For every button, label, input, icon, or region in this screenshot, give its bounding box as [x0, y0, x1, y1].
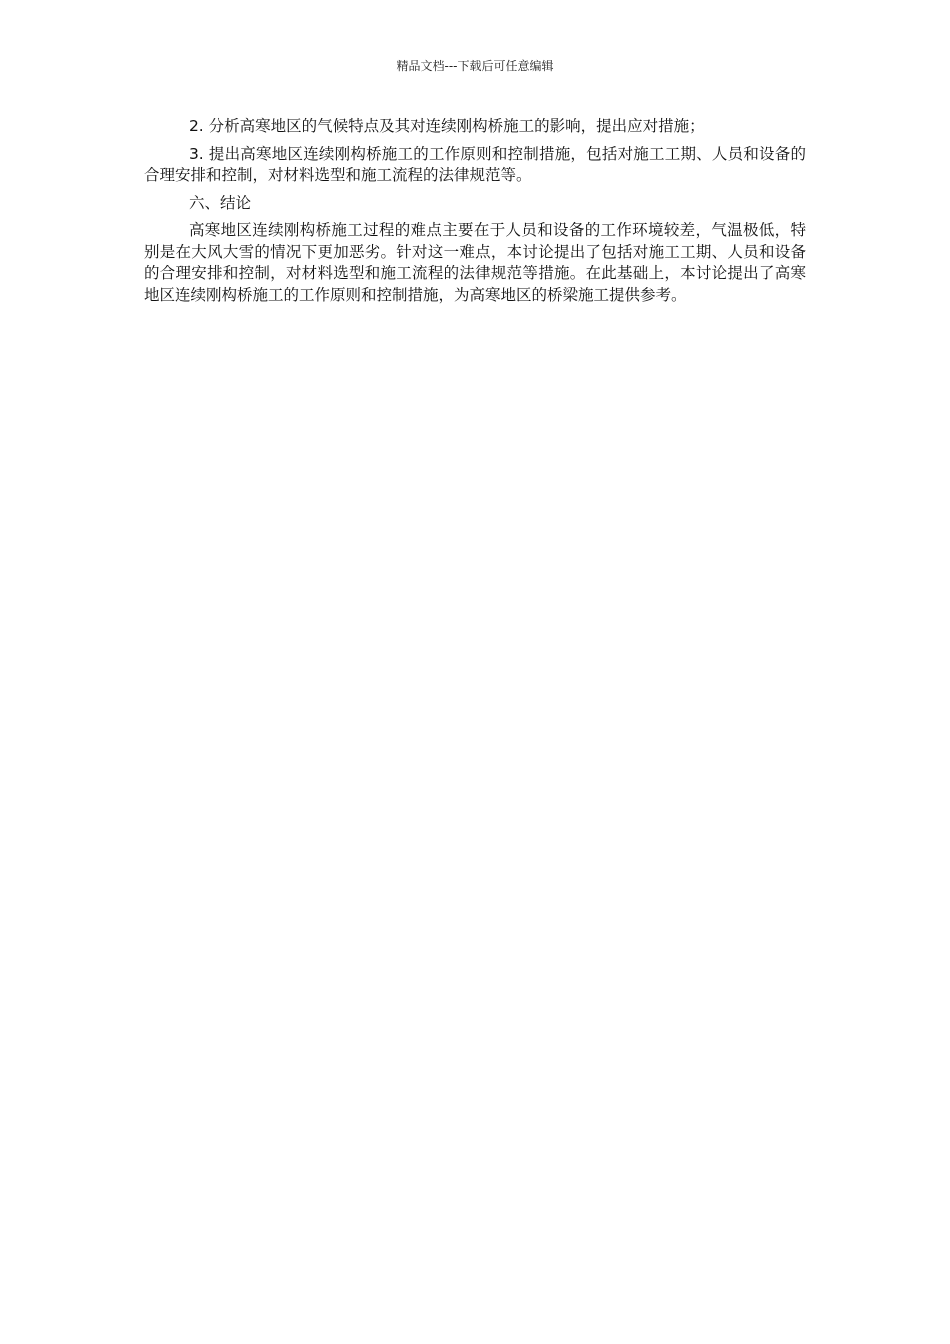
- document-body: [144, 116, 806, 312]
- paragraph-item-3: 3. 提出高寒地区连续刚构桥施工的工作原则和控制措施，包括对施工工期、人员和设备的合理安排和控制，对材料选型和施工流程的法律规范等。: [144, 144, 806, 184]
- paragraph-item-2: 2. 分析高寒地区的气候特点及其对连续刚构桥施工的影响，提出应对措施；: [188, 117, 705, 135]
- paragraph-conclusion: 高寒地区连续刚构桥施工过程的难点主要在于人员和设备的工作环境较差，气温极低，特别是在大风大雪的情况下更加恶劣。针对这一难点，本讨论提出了包括对施工工期、人员和设备的合理安排和控制，对材料选型和施工流程的法律规范等措施。在此基础上，本讨论提出了高寒地区连续刚构桥施工的工作原则和控制措施，为高寒地区的桥梁施工提供参考。: [144, 221, 806, 304]
- section-heading-conclusion: 六、结论: [188, 193, 251, 212]
- page-header: 精品文档---下载后可任意编辑: [396, 59, 554, 73]
